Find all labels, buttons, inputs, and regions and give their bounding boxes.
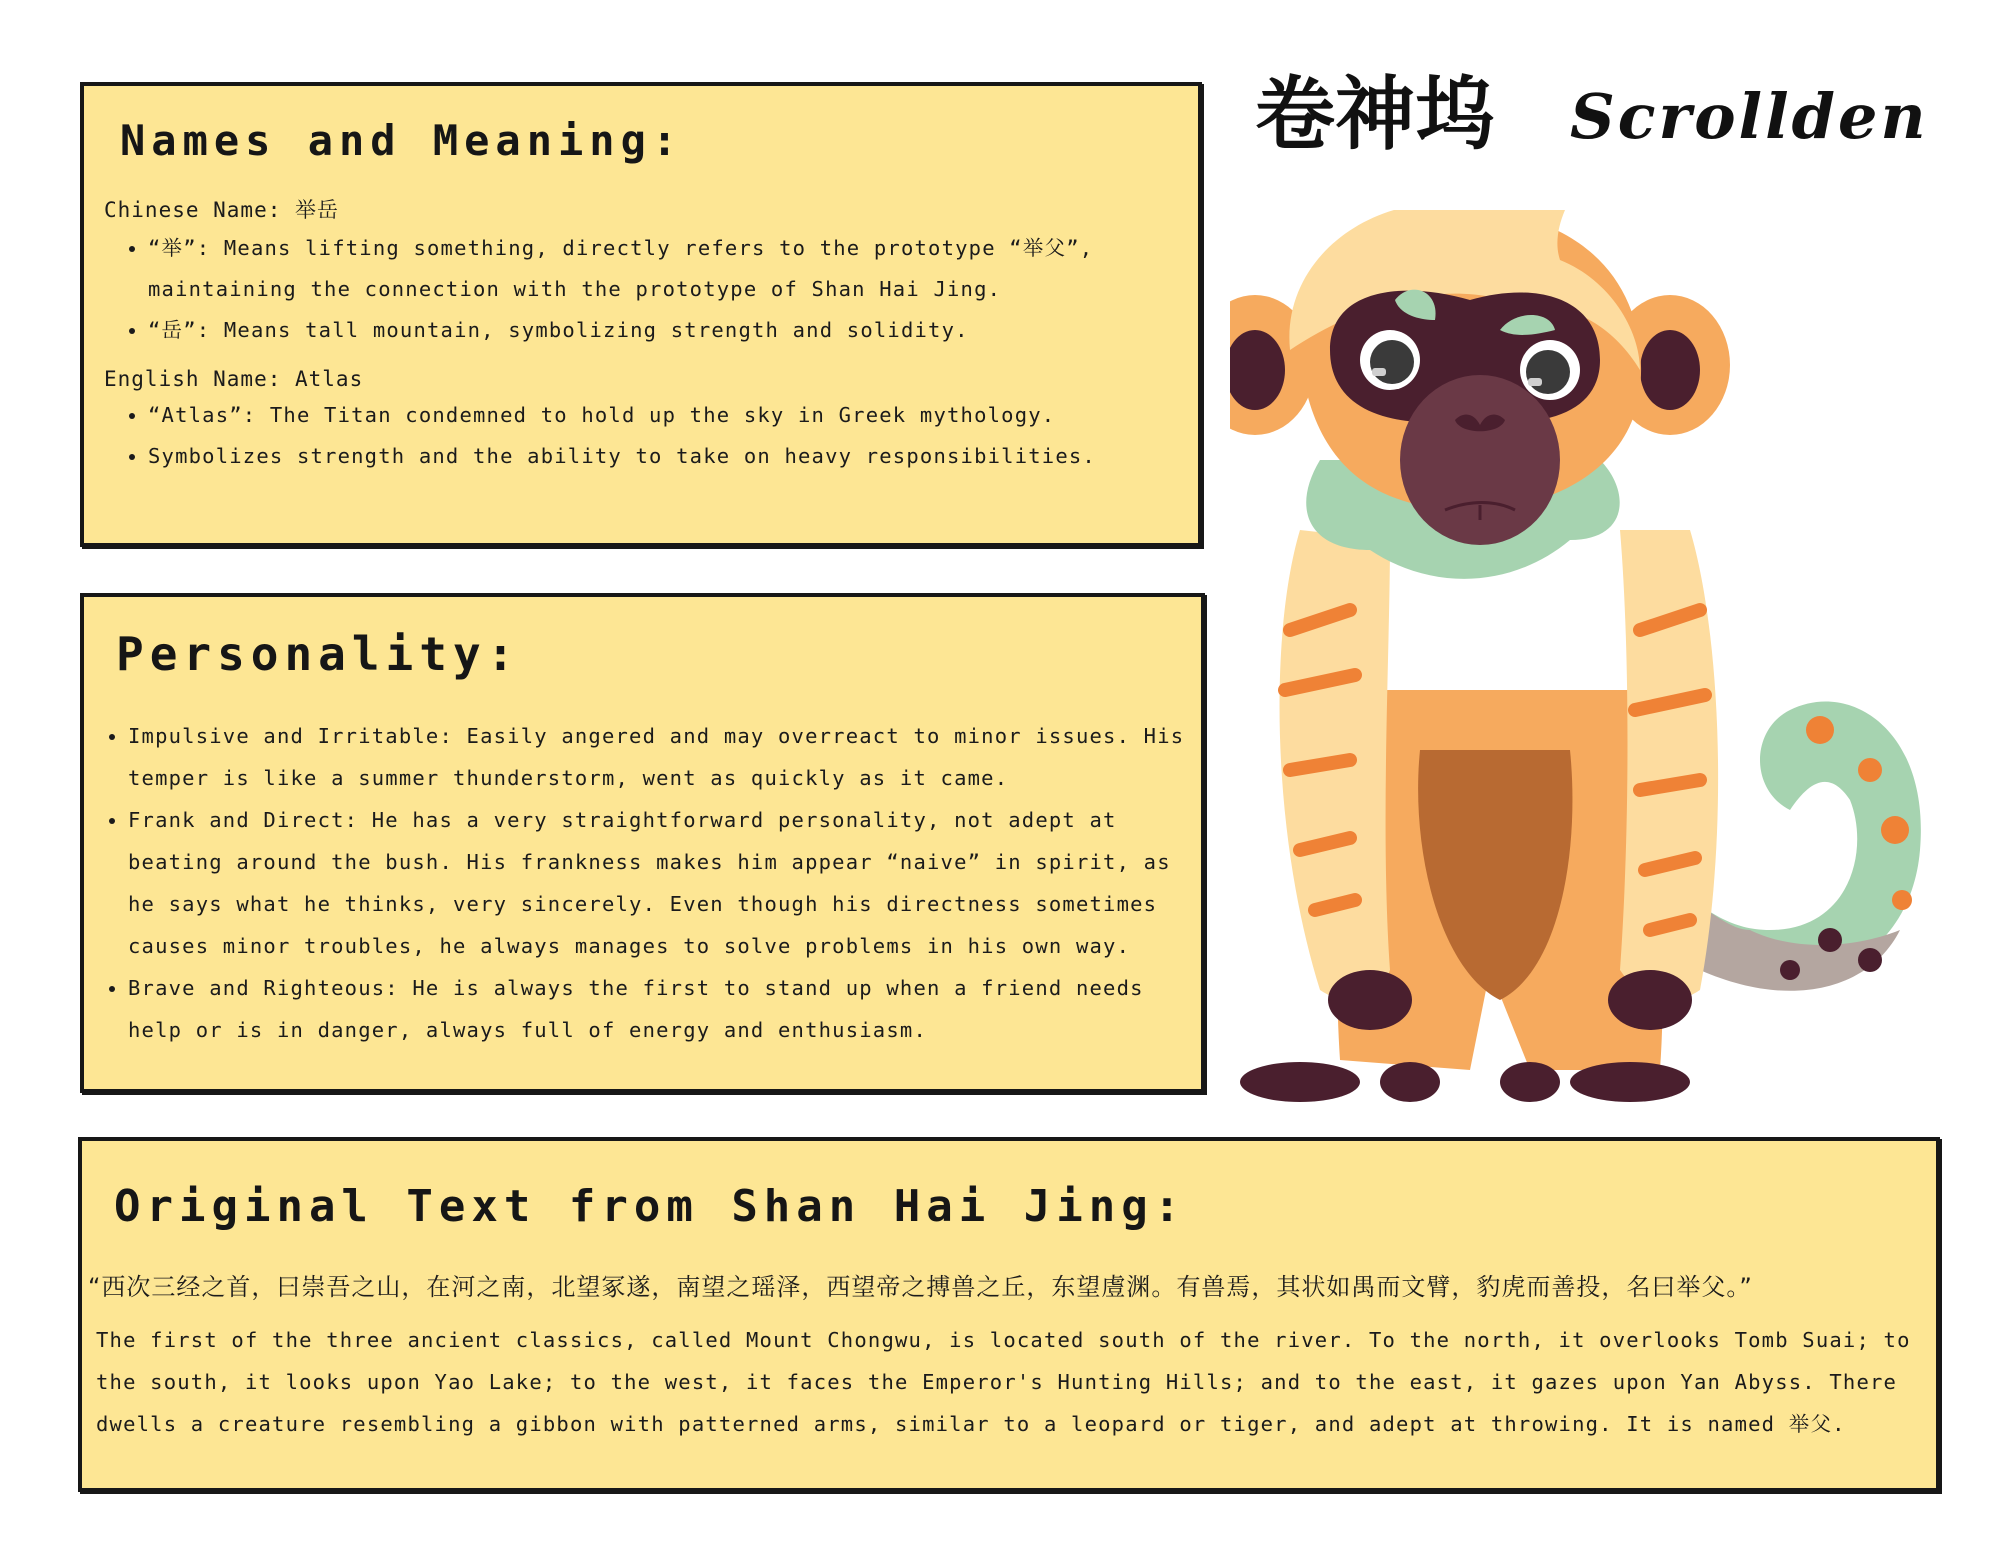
scrollden-logo	[1255, 70, 1955, 160]
personality-title: Personality:	[116, 627, 521, 681]
list-item: • “举”: Means lifting something, directly refers to the prototype “举父”, maintaining the connection with the prototype of Shan Hai Jing.	[148, 228, 1174, 310]
left-foot	[1240, 1062, 1360, 1102]
chinese-name-list	[104, 228, 1174, 351]
logo-chinese-text: 卷神坞	[1255, 70, 1495, 160]
atlas-monkey-illustration	[1230, 210, 1950, 1140]
list-item: • Impulsive and Irritable: Easily angered and may overreact to minor issues. His temper is like a summer thunderstorm, went as quickly as it came.	[128, 715, 1194, 799]
personality-panel	[80, 593, 1205, 1093]
english-name-list	[104, 395, 1174, 477]
list-item: • Symbolizes strength and the ability to take on heavy responsibilities.	[148, 436, 1174, 477]
list-item: • “岳”: Means tall mountain, symbolizing strength and solidity.	[148, 310, 1174, 351]
original-text-panel	[78, 1137, 1940, 1492]
names-title: Names and Meaning:	[120, 116, 684, 165]
list-item: • Frank and Direct: He has a very straightforward personality, not adept at beating around the bush. His frankness makes him appear “naive” in spirit, as he says what he thinks, very sincerely. Even though his directness sometimes causes minor troubles, he always manages to solve problems in his own way.	[128, 799, 1194, 967]
names-meaning-panel	[80, 82, 1202, 547]
left-hand	[1328, 970, 1412, 1030]
original-title: Original Text from Shan Hai Jing:	[114, 1181, 1187, 1232]
list-item: • Brave and Righteous: He is always the first to stand up when a friend needs help or is in danger, always full of energy and enthusiasm.	[128, 967, 1194, 1051]
list-item: • “Atlas”: The Titan condemned to hold up the sky in Greek mythology.	[148, 395, 1174, 436]
right-foot	[1570, 1062, 1690, 1102]
personality-list	[84, 715, 1194, 1051]
names-content	[104, 194, 1174, 477]
logo-english-text: Scrollden	[1570, 80, 1929, 153]
original-chinese-text: “西次三经之首，曰崇吾之山，在河之南，北望冢遂，南望之瑶泽，西望帝之搏兽之丘，东望䖒渊。有兽焉，其状如禺而文臂，豹虎而善投，名曰举父。”	[88, 1273, 1753, 1301]
english-name-label: English Name: Atlas	[104, 367, 364, 391]
personality-content	[84, 715, 1194, 1051]
original-english-text: The first of the three ancient classics, called Mount Chongwu, is located south of the river. To the north, it overlooks Tomb Suai; to the south, it looks upon Yao Lake; to the west, it faces the Emperor's Hunting Hills; and to the east, it gazes upon Yan Abyss. There dwells a creature resembling a gibbon with patterned arms, similar to a leopard or tiger, and adept at throwing. It is named 举父.	[96, 1328, 1911, 1436]
right-hand	[1608, 970, 1692, 1030]
chinese-name-label: Chinese Name: 举岳	[104, 198, 340, 222]
